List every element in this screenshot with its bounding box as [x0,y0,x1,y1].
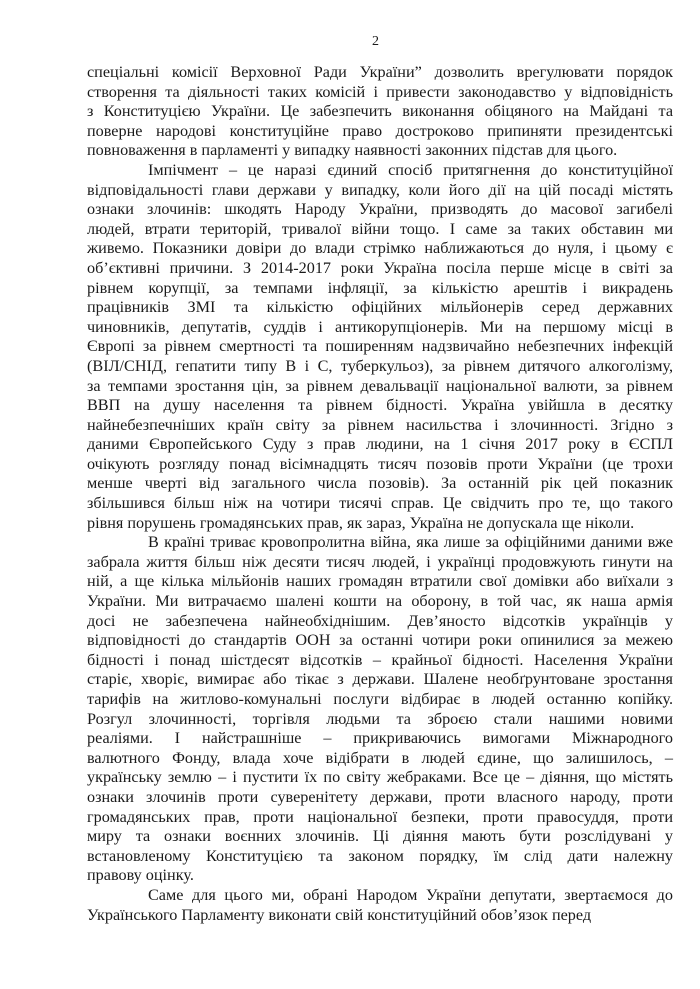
text-line: валютного Фонду, влада хоче відібрати в людей єдине, що залишилось, – [87,748,673,767]
text-line: реаліями. І найстрашніше – прикриваючись вимогами Міжнародного [87,729,673,748]
text-line: за темпами зростання цін, за рівнем девальвації національної валюти, за рівнем [87,376,673,395]
text-line: правову оцінку. [87,866,194,885]
text-line: В країні триває кровопролитна війна, яка лише за офіційними даними вже [148,533,673,552]
text-line: людей, втрати територій, тривалої війни тощо. І саме за таких обставин ми [87,219,673,238]
text-line: забрала життя більш ніж десяти тисяч людей, і українці продовжують гинути на [87,552,673,571]
text-line: (ВІЛ/СНІД, гепатити типу В і С, туберкульоз), за рівнем дитячого алкоголізму, [87,356,673,375]
text-line: Імпічмент – це наразі єдиний спосіб притягнення до конституційної [148,160,673,179]
text-line: встановленому Конституцією та законом порядку, їм слід дати належну [87,846,673,865]
text-line: ознаки злочинів проти суверенітету держави, проти власного народу, проти [87,787,673,806]
text-line: поверне народові конституційне право достроково припиняти президентські [87,121,673,140]
text-line: ознаки злочинів: шкодять Народу України, призводять до масової загибелі [87,200,673,219]
text-line: тарифів на житлово-комунальні послуги відбирає в людей останню копійку. [87,690,673,708]
paragraph [87,63,673,161]
text-line: миру та ознаки воєнних злочинів. Ці діяння мають бути розслідувані у [87,827,673,846]
text-line: очікують розгляду понад вісімнадцять тисяч позовів проти України (це трохи [87,454,673,473]
text-line: ній, а ще кілька мільйонів наших громадян втратили свої домівки або виїхали з [87,572,673,591]
text-line: спеціальні комісії Верховної Ради України” дозволить врегулювати порядок [87,63,673,81]
text-line: працівників ЗМІ та кількістю офіційних мільйонерів серед державних [87,298,673,317]
text-line: Саме для цього ми, обрані Народом України депутати, звертаємося до [148,885,673,904]
text-line: чиновників, депутатів, суддів і антикорупціонерів. Ми на першому місці в [87,317,673,336]
text-line: старіє, хворіє, вимирає або тікає з держави. Шалене необґрунтоване зростання [87,670,673,689]
text-line: збільшився більш ніж на чотири тисячі справ. Це свідчить про те, що такого [87,494,673,513]
text-line: створення та діяльності таких комісій і привести законодавство у відповідність [87,82,673,101]
text-line: українську землю – і пустити їх по світу жебраками. Все це – діяння, що містять [87,768,673,787]
page-number: 2 [372,34,379,49]
paragraph [87,886,673,925]
paragraph [87,161,673,533]
text-line: відповідності до стандартів ООН за останні чотири роки опинилися за межею [87,631,673,650]
document-body [87,63,673,925]
text-line: досі не забезпечена найнеобхіднішим. Дев’яносто відсотків українців у [87,611,673,630]
text-line: громадянських прав, проти національної безпеки, проти правосуддя, проти [87,807,673,826]
text-line: живемо. Показники довіри до влади стрімко наближаються до нуля, і цьому є [87,239,673,258]
text-line: з Конституцією України. Це забезпечить виконання обіцяного на Майдані та [87,102,673,121]
text-line: бідності і понад шістдесят відсотків – крайньої бідності. Населення України [87,650,673,669]
text-line: менше чверті від загального числа позовів). За останній рік цей показник [87,474,673,493]
text-line: рівнем корупції, за темпами інфляції, за кількістю арештів і викрадень [87,278,673,297]
paragraph [87,533,673,886]
text-line: України. Ми витрачаємо шалені кошти на оборону, в той час, як наша армія [87,592,673,611]
text-line: відповідальності глави держави у випадку, коли його дії на цій посаді містять [87,180,673,199]
text-line: ВВП на душу населення та рівнем бідності. Україна увійшла в десятку [87,396,673,415]
text-line: рівня порушень громадянських прав, як зараз, Україна не допускала ще ніколи. [87,513,635,532]
text-line: даними Європейського Суду з прав людини, на 1 січня 2017 року в ЄСПЛ [87,435,673,454]
text-line: об’єктивні причини. З 2014-2017 роки Україна посіла перше місце в світі за [87,258,673,277]
text-line: Розгул злочинності, торгівля людьми та зброєю стали нашими новими [87,709,673,728]
text-line: повноваження в парламенті у випадку наявності законних підстав для цього. [87,141,618,160]
text-line: Українського Парламенту виконати свій конституційний обов’язок перед [87,905,592,924]
text-line: найнебезпечніших країн світу за рівнем насильства і злочинності. Згідно з [87,415,673,434]
text-line: Європі за рівнем смертності та поширенням надзвичайно небезпечних інфекцій [87,337,673,356]
